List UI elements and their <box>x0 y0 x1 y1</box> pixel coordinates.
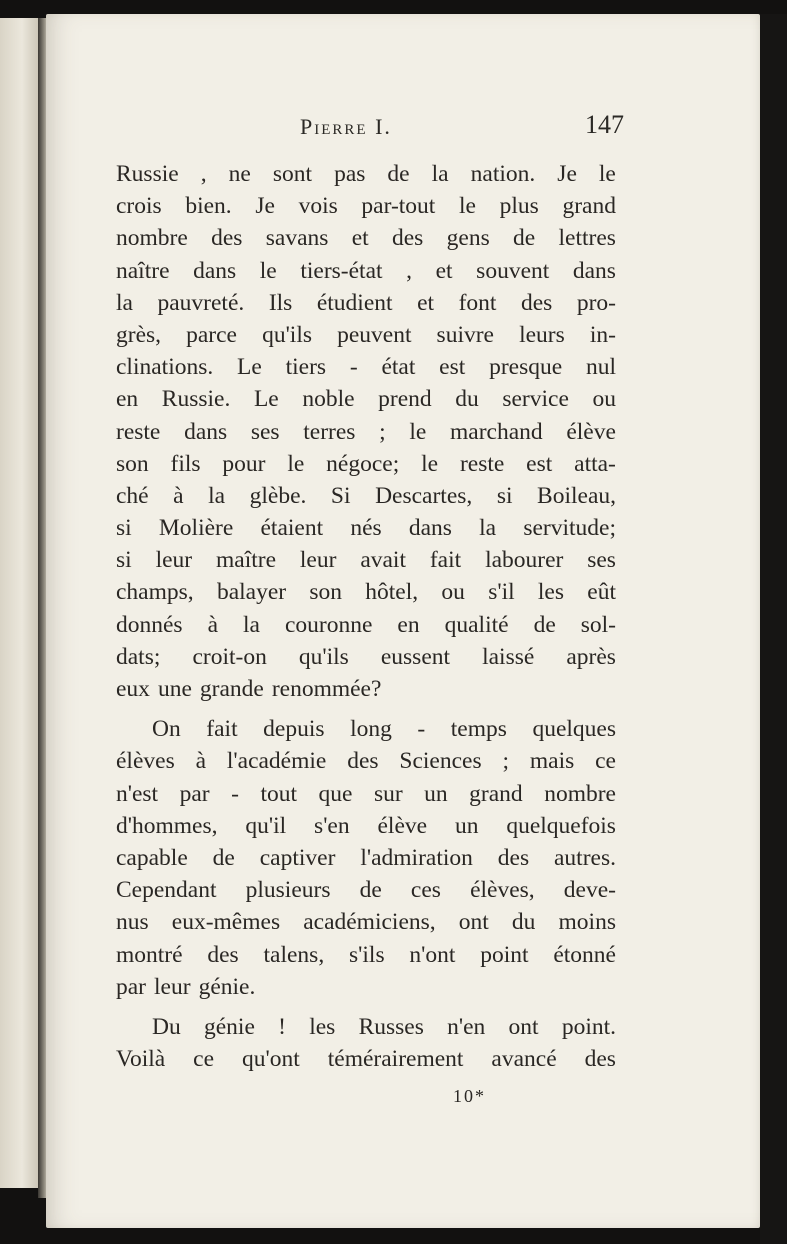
word: , <box>406 257 413 284</box>
text-line <box>116 745 616 777</box>
word: étudient <box>316 289 393 316</box>
word: savans <box>265 225 329 252</box>
word: en <box>116 386 139 413</box>
background-edge <box>760 14 787 1244</box>
body-text <box>116 158 616 1075</box>
word: pour <box>222 450 266 477</box>
text-line <box>116 287 616 319</box>
word: Boileau, <box>537 482 616 509</box>
word: deve- <box>563 877 616 904</box>
word: fils <box>170 450 201 477</box>
text-line <box>116 778 616 810</box>
text-line <box>116 906 616 938</box>
word: lettres <box>558 225 616 252</box>
word: glèbe. <box>249 482 307 509</box>
word: plus <box>499 193 539 220</box>
word: noble <box>302 386 355 413</box>
word: autres. <box>554 844 616 871</box>
facing-page-edge <box>0 18 40 1188</box>
word: Le <box>253 386 279 413</box>
word: depuis <box>263 716 325 743</box>
text-line <box>116 383 616 415</box>
word: Descartes, <box>375 482 473 509</box>
word: eux <box>116 676 150 702</box>
word: s'en <box>314 812 350 839</box>
word: ou <box>592 386 616 413</box>
word: s'il <box>488 579 515 606</box>
word: temps <box>450 716 507 743</box>
signature-mark: 10* <box>453 1086 486 1106</box>
word: des <box>520 289 553 316</box>
word: couronne <box>284 611 373 638</box>
word: maître <box>215 547 277 574</box>
word: le <box>598 161 616 187</box>
word: d'hommes, <box>116 812 218 839</box>
text-line <box>116 319 616 351</box>
word: n'en <box>447 1013 486 1040</box>
word: des <box>347 748 379 775</box>
word: montré <box>116 941 183 968</box>
word: On <box>152 716 181 743</box>
text-line <box>116 713 616 745</box>
word: prend <box>378 386 432 413</box>
word: croit-on <box>192 643 267 670</box>
word: si <box>496 482 513 509</box>
text-line <box>116 351 616 383</box>
word: dats; <box>116 643 161 670</box>
text-line <box>116 641 616 673</box>
word: labourer <box>485 547 564 574</box>
word: moins <box>558 909 616 936</box>
word: talens, <box>263 941 325 968</box>
text-line <box>116 190 616 222</box>
word: quelques <box>532 716 616 743</box>
word: eût <box>587 579 616 606</box>
word: Molière <box>158 515 234 542</box>
word: des <box>207 941 239 968</box>
word: le <box>421 450 439 477</box>
word: bien. <box>185 193 232 220</box>
word: qualité <box>444 611 509 638</box>
word: génie <box>203 1013 255 1040</box>
word: de <box>533 611 556 638</box>
word: - <box>417 716 426 743</box>
word: par <box>116 973 147 1000</box>
word: Du <box>152 1013 181 1040</box>
word: un <box>424 780 448 807</box>
word: qu'ils <box>262 321 312 348</box>
word: les <box>309 1013 336 1040</box>
word: de <box>387 161 410 187</box>
word: du <box>455 386 479 413</box>
word: - <box>231 780 239 807</box>
word: nul <box>585 354 616 381</box>
word: ! <box>278 1013 286 1040</box>
word: mais <box>529 748 575 775</box>
word: s'ils <box>349 941 385 968</box>
word: crois <box>116 193 162 220</box>
word: Je <box>255 193 275 220</box>
word: à <box>173 482 184 509</box>
word: grès, <box>116 321 162 348</box>
word: suivre <box>436 321 494 348</box>
word: laissé <box>482 643 535 670</box>
word: la <box>208 482 226 509</box>
word: gens <box>446 225 490 252</box>
word: la <box>479 515 497 542</box>
text-line <box>116 512 616 544</box>
word: à <box>207 611 219 638</box>
word: ; <box>502 748 510 775</box>
word: font <box>458 289 497 316</box>
word: souvent <box>476 257 550 284</box>
word: n'est <box>116 780 159 807</box>
word: à <box>195 748 207 775</box>
word: sur <box>373 780 403 807</box>
word: que <box>318 780 353 807</box>
word: pauvreté. <box>157 289 245 316</box>
word: si <box>116 515 132 542</box>
word: fait <box>206 716 238 743</box>
word: naître <box>116 257 170 284</box>
word: par-tout <box>361 193 436 220</box>
word: eussent <box>380 643 451 670</box>
word: témérairement <box>327 1046 464 1073</box>
text-line <box>116 480 616 512</box>
word: ses <box>250 418 280 445</box>
word: est <box>439 354 466 381</box>
word: renommée? <box>271 676 382 702</box>
text-line <box>116 810 616 842</box>
word: leur <box>155 547 193 574</box>
word: le <box>459 193 476 220</box>
word: ce <box>193 1046 215 1073</box>
word: terres <box>303 418 356 445</box>
word: dans <box>193 257 237 284</box>
word: étaient <box>260 515 324 542</box>
word: la <box>431 161 449 187</box>
word: Cependant <box>116 877 217 904</box>
word: - <box>349 354 358 381</box>
word: ché <box>116 482 149 509</box>
text-line <box>116 609 616 641</box>
text-line <box>116 939 616 971</box>
word: un <box>454 812 479 839</box>
word: académiciens, <box>303 909 436 936</box>
word: Russie. <box>161 386 231 413</box>
word: dans <box>572 257 616 284</box>
word: grand <box>469 780 523 807</box>
word: son <box>309 579 343 606</box>
word: quelquefois <box>506 812 616 839</box>
word: de <box>359 877 382 904</box>
word: nombre <box>116 225 188 252</box>
word: est <box>526 450 553 477</box>
word: si <box>116 547 132 574</box>
word: dans <box>184 418 228 445</box>
text-line <box>116 255 616 287</box>
text-line <box>116 576 616 608</box>
word: sol- <box>580 611 616 638</box>
word: Si <box>330 482 351 509</box>
word: peuvent <box>337 321 412 348</box>
word: ; <box>379 418 386 445</box>
word: élève <box>566 418 616 445</box>
word: du <box>511 909 536 936</box>
word: Ils <box>268 289 293 316</box>
word: nation. <box>470 161 536 187</box>
word: Je <box>557 161 577 187</box>
word: vois <box>298 193 338 220</box>
page-header <box>300 110 624 144</box>
word: de <box>513 225 536 252</box>
word: par <box>179 780 210 807</box>
word: le <box>287 450 305 477</box>
word: Sciences <box>399 748 482 775</box>
word: la <box>243 611 260 638</box>
word: balayer <box>216 579 287 606</box>
word: point <box>480 941 529 968</box>
word: tiers-état <box>300 257 383 284</box>
word: des <box>497 844 530 871</box>
word: et <box>435 257 453 284</box>
word: capable <box>116 844 188 871</box>
word: étonné <box>553 941 616 968</box>
word: ne <box>228 161 251 187</box>
word: négoce; <box>326 450 400 477</box>
text-line <box>116 874 616 906</box>
text-line <box>116 1011 616 1043</box>
word: l'admiration <box>360 844 473 871</box>
word: marchand <box>450 418 543 445</box>
word: qu'ils <box>298 643 349 670</box>
word: hôtel, <box>365 579 419 606</box>
word: grand <box>562 193 616 220</box>
running-title: Pierre I. <box>300 114 392 139</box>
word: tout <box>260 780 297 807</box>
word: de <box>212 844 235 871</box>
paragraph <box>116 713 616 1003</box>
word: qu'il <box>245 812 287 839</box>
word: sont <box>272 161 313 187</box>
word: la <box>116 289 133 316</box>
word: reste <box>116 418 161 445</box>
word: leurs <box>519 321 565 348</box>
word: avait <box>360 547 406 574</box>
word: nés <box>350 515 382 542</box>
word: pas <box>334 161 366 187</box>
word: long <box>350 716 392 743</box>
word: pro- <box>576 289 616 316</box>
word: champs, <box>116 579 194 606</box>
word: qu'ont <box>242 1046 300 1073</box>
word: Le <box>237 354 262 381</box>
word: en <box>397 611 420 638</box>
word: élève <box>377 812 428 839</box>
word: reste <box>459 450 505 477</box>
word: tiers <box>285 354 327 381</box>
word: ses <box>587 547 616 574</box>
word: et <box>417 289 435 316</box>
word: ou <box>441 579 465 606</box>
word: son <box>116 450 149 477</box>
word: nus <box>116 909 149 936</box>
word: des <box>584 1046 616 1073</box>
word: fait <box>429 547 462 574</box>
word: parce <box>186 321 237 348</box>
word: ont <box>458 909 489 936</box>
word: , <box>200 161 207 187</box>
text-line <box>116 448 616 480</box>
word: après <box>566 643 616 670</box>
word: ces <box>410 877 441 904</box>
paragraph <box>116 158 616 705</box>
word: des <box>392 225 424 252</box>
word: plusieurs <box>245 877 331 904</box>
word: une <box>157 676 192 702</box>
word: élèves, <box>470 877 535 904</box>
paragraph <box>116 1011 616 1075</box>
word: Voilà <box>116 1046 166 1073</box>
word: leur <box>154 973 191 1000</box>
word: ont <box>508 1013 539 1040</box>
word: leur <box>299 547 337 574</box>
word: élèves <box>116 748 175 775</box>
word: l'académie <box>226 748 327 775</box>
word: presque <box>489 354 563 381</box>
word: grande <box>199 676 264 702</box>
word: avancé <box>491 1046 557 1073</box>
paragraph-gap <box>116 705 616 713</box>
word: donnés <box>116 611 183 638</box>
paragraph-gap <box>116 1003 616 1011</box>
word: eux-mêmes <box>171 909 281 936</box>
word: atta- <box>574 450 616 477</box>
word: ce <box>595 748 616 775</box>
text-line <box>116 416 616 448</box>
text-line <box>116 1043 616 1075</box>
word: in- <box>589 321 616 348</box>
word: servitude; <box>523 515 616 542</box>
word: n'ont <box>409 941 456 968</box>
word: nombre <box>544 780 616 807</box>
word: état <box>381 354 416 381</box>
text-line <box>116 158 616 190</box>
word: le <box>259 257 277 284</box>
text-line <box>116 544 616 576</box>
page-number: 147 <box>585 110 624 139</box>
word: captiver <box>259 844 336 871</box>
word: les <box>537 579 564 606</box>
text-line <box>116 222 616 254</box>
word: le <box>409 418 427 445</box>
text-line <box>116 842 616 874</box>
text-line <box>116 673 616 705</box>
word: service <box>502 386 569 413</box>
word: Russes <box>358 1013 424 1040</box>
word: point. <box>561 1013 616 1040</box>
word: des <box>211 225 243 252</box>
word: et <box>351 225 369 252</box>
word: dans <box>408 515 452 542</box>
word: génie. <box>198 973 256 1000</box>
word: Russie <box>116 161 179 187</box>
text-line <box>116 971 616 1003</box>
word: clinations. <box>116 354 214 381</box>
